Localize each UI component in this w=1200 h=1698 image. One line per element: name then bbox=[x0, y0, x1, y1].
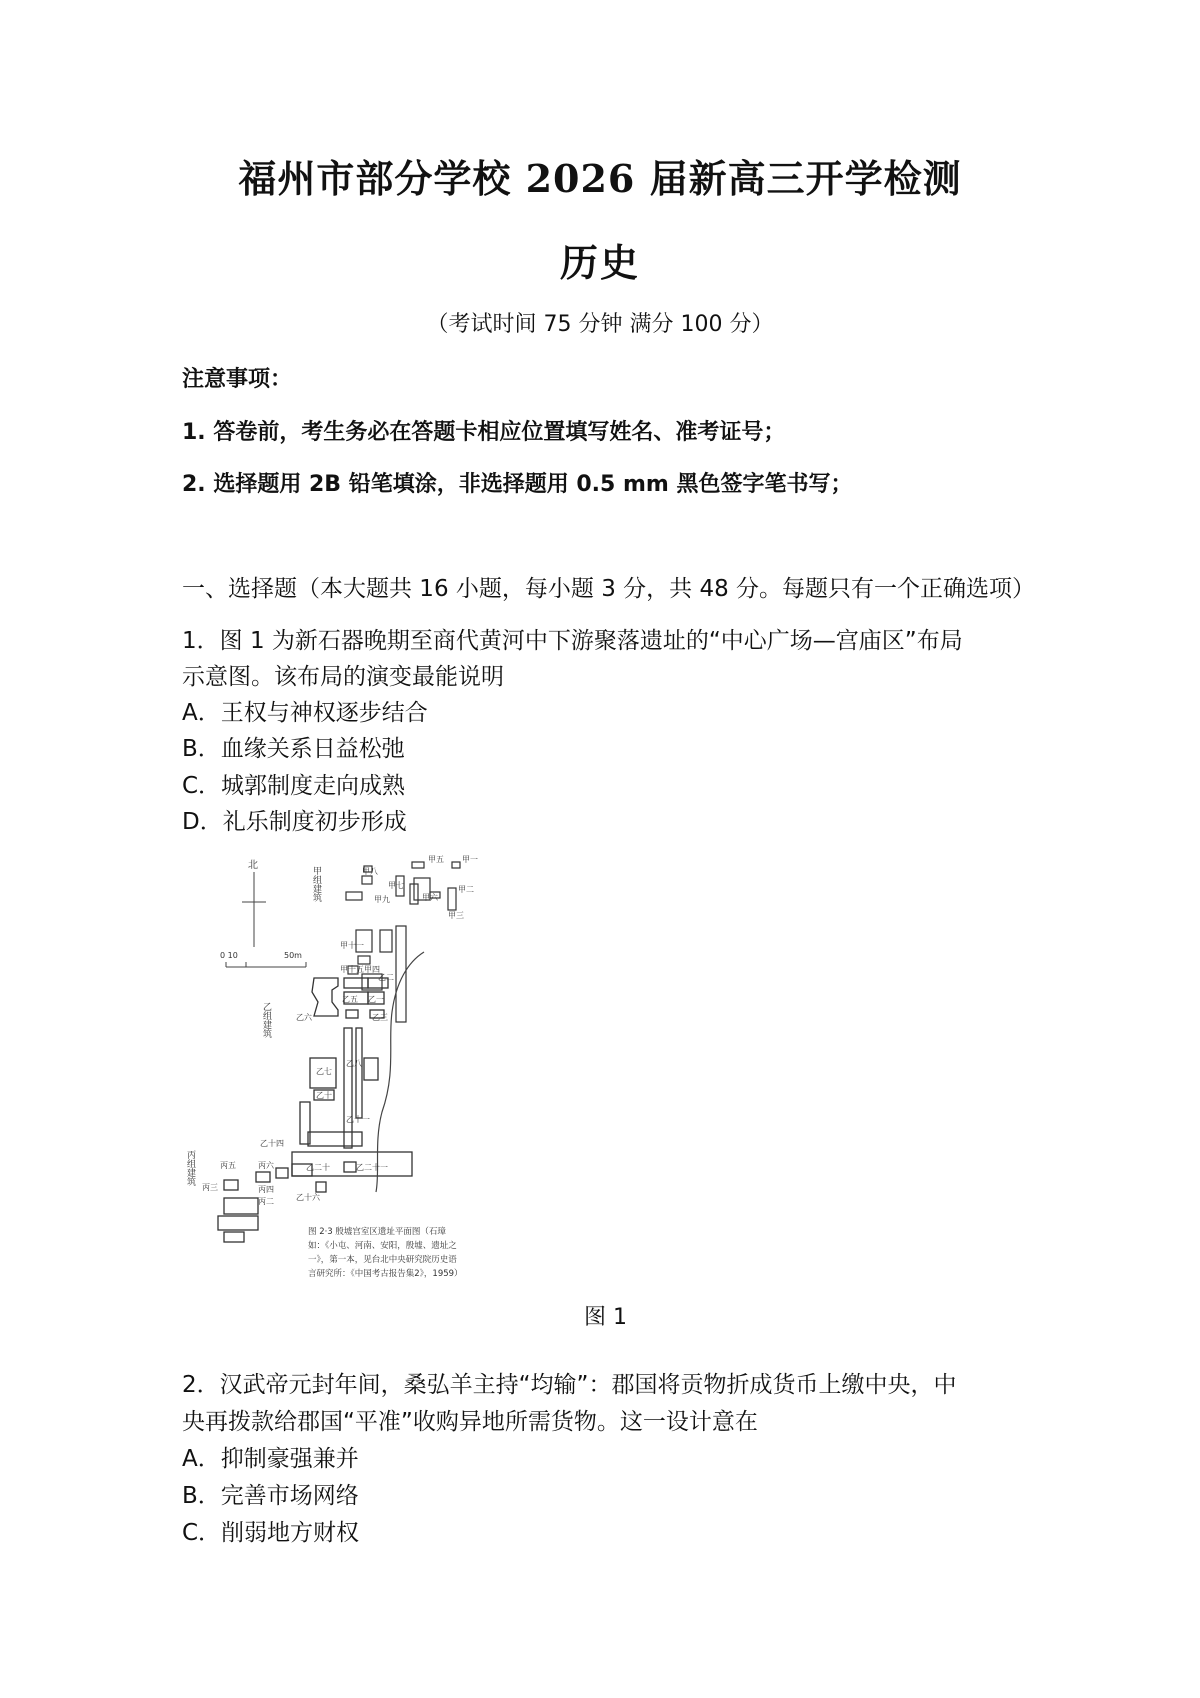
question-2-option-a: A．抑制豪强兼并 bbox=[182, 1446, 359, 1472]
group-label-jia: 甲组建筑 bbox=[311, 866, 321, 902]
subject-title: 历史 bbox=[559, 240, 640, 285]
document-title: 福州市部分学校 2026 届新高三开学检测 bbox=[238, 156, 962, 201]
notice-item: 2. 选择题用 2B 铅笔填涂，非选择题用 0.5 mm 黑色签字笔书写； bbox=[182, 472, 853, 497]
building-label: 甲六 bbox=[422, 893, 438, 902]
building-label: 甲十一 bbox=[340, 941, 364, 950]
building-label: 乙六 bbox=[296, 1013, 312, 1022]
exam-info: （考试时间 75 分钟 满分 100 分） bbox=[426, 312, 774, 337]
building-label: 乙一 bbox=[368, 995, 384, 1004]
source-note-line: 言研究所：《中国考古报告集2》，1959） bbox=[308, 1269, 463, 1279]
building-label: 乙二 bbox=[378, 973, 394, 982]
building-label: 甲九 bbox=[374, 895, 390, 904]
building-label: 乙二十一 bbox=[356, 1163, 388, 1172]
question-1-option-d: D．礼乐制度初步形成 bbox=[182, 809, 407, 835]
question-1-stem: 示意图。该布局的演变最能说明 bbox=[182, 664, 504, 690]
question-2-stem: 央再拨款给郡国“平准”收购异地所需货物。这一设计意在 bbox=[182, 1409, 758, 1435]
building-label: 丙三 bbox=[202, 1183, 218, 1192]
question-2-stem: 2．汉武帝元封年间，桑弘羊主持“均输”：郡国将贡物折成货币上缴中央，中 bbox=[182, 1372, 957, 1398]
building-label: 乙十一 bbox=[346, 1115, 370, 1124]
question-2-option-b: B．完善市场网络 bbox=[182, 1483, 359, 1509]
building-label: 乙三 bbox=[372, 1013, 388, 1022]
question-1-option-c: C．城郭制度走向成熟 bbox=[182, 773, 406, 799]
scale-label: 50m bbox=[284, 951, 302, 960]
north-arrow-icon bbox=[242, 859, 266, 947]
scale-label: 0 10 bbox=[220, 951, 238, 960]
building-label: 丙五 bbox=[220, 1161, 236, 1170]
building-label: 丙四 bbox=[258, 1185, 274, 1194]
section-title: 一、选择题（本大题共 16 小题，每小题 3 分，共 48 分。每题只有一个正确选项） bbox=[182, 576, 1036, 602]
building-label: 乙十 bbox=[316, 1091, 332, 1100]
notice-item: 1. 答卷前，考生务必在答题卡相应位置填写姓名、准考证号； bbox=[182, 420, 786, 445]
notice-heading: 注意事项： bbox=[182, 367, 293, 392]
scale-bar bbox=[220, 951, 306, 967]
question-2-option-c: C．削弱地方财权 bbox=[182, 1520, 360, 1546]
question-1-stem: 1．图 1 为新石器晚期至商代黄河中下游聚落遗址的“中心广场—宫庙区”布局 bbox=[182, 628, 963, 654]
building-label: 甲二 bbox=[458, 885, 474, 894]
group-label-yi: 乙组建筑 bbox=[261, 1002, 271, 1038]
building-label: 乙十六 bbox=[296, 1193, 320, 1202]
building-label: 甲七 bbox=[388, 881, 404, 890]
building-label: 甲四 bbox=[364, 965, 380, 974]
figure-caption: 图 1 bbox=[584, 1305, 627, 1330]
building-label: 甲五 bbox=[428, 855, 444, 864]
building-label: 甲八 bbox=[362, 867, 378, 876]
group-label-bing: 丙组建筑 bbox=[185, 1150, 195, 1186]
site-plan-figure bbox=[185, 852, 556, 1322]
bing-group-buildings bbox=[218, 1172, 270, 1242]
question-1-option-b: B．血缘关系日益松弛 bbox=[182, 736, 405, 762]
building-label: 乙八 bbox=[346, 1059, 362, 1068]
source-note-line: 如：《小屯、河南、安阳，殷墟、遗址之 bbox=[308, 1241, 457, 1251]
source-note-line: 一》，第一本，见台北中央研究院历史语 bbox=[308, 1255, 457, 1265]
building-label: 丙二 bbox=[258, 1197, 274, 1206]
north-label: 北 bbox=[248, 860, 258, 871]
building-label: 乙二十 bbox=[306, 1163, 330, 1172]
yi-group-buildings bbox=[276, 978, 412, 1192]
building-label: 甲一 bbox=[462, 855, 478, 864]
building-label: 甲十五 bbox=[340, 965, 364, 974]
source-note-line: 图 2·3 殷墟宫室区遗址平面图（石璋 bbox=[308, 1227, 446, 1237]
building-label: 甲三 bbox=[448, 911, 464, 920]
building-label: 乙五 bbox=[342, 995, 358, 1004]
building-label: 乙十四 bbox=[260, 1139, 284, 1148]
building-label: 乙七 bbox=[316, 1067, 332, 1076]
building-label: 丙六 bbox=[258, 1161, 274, 1170]
question-1-option-a: A．王权与神权逐步结合 bbox=[182, 700, 428, 726]
